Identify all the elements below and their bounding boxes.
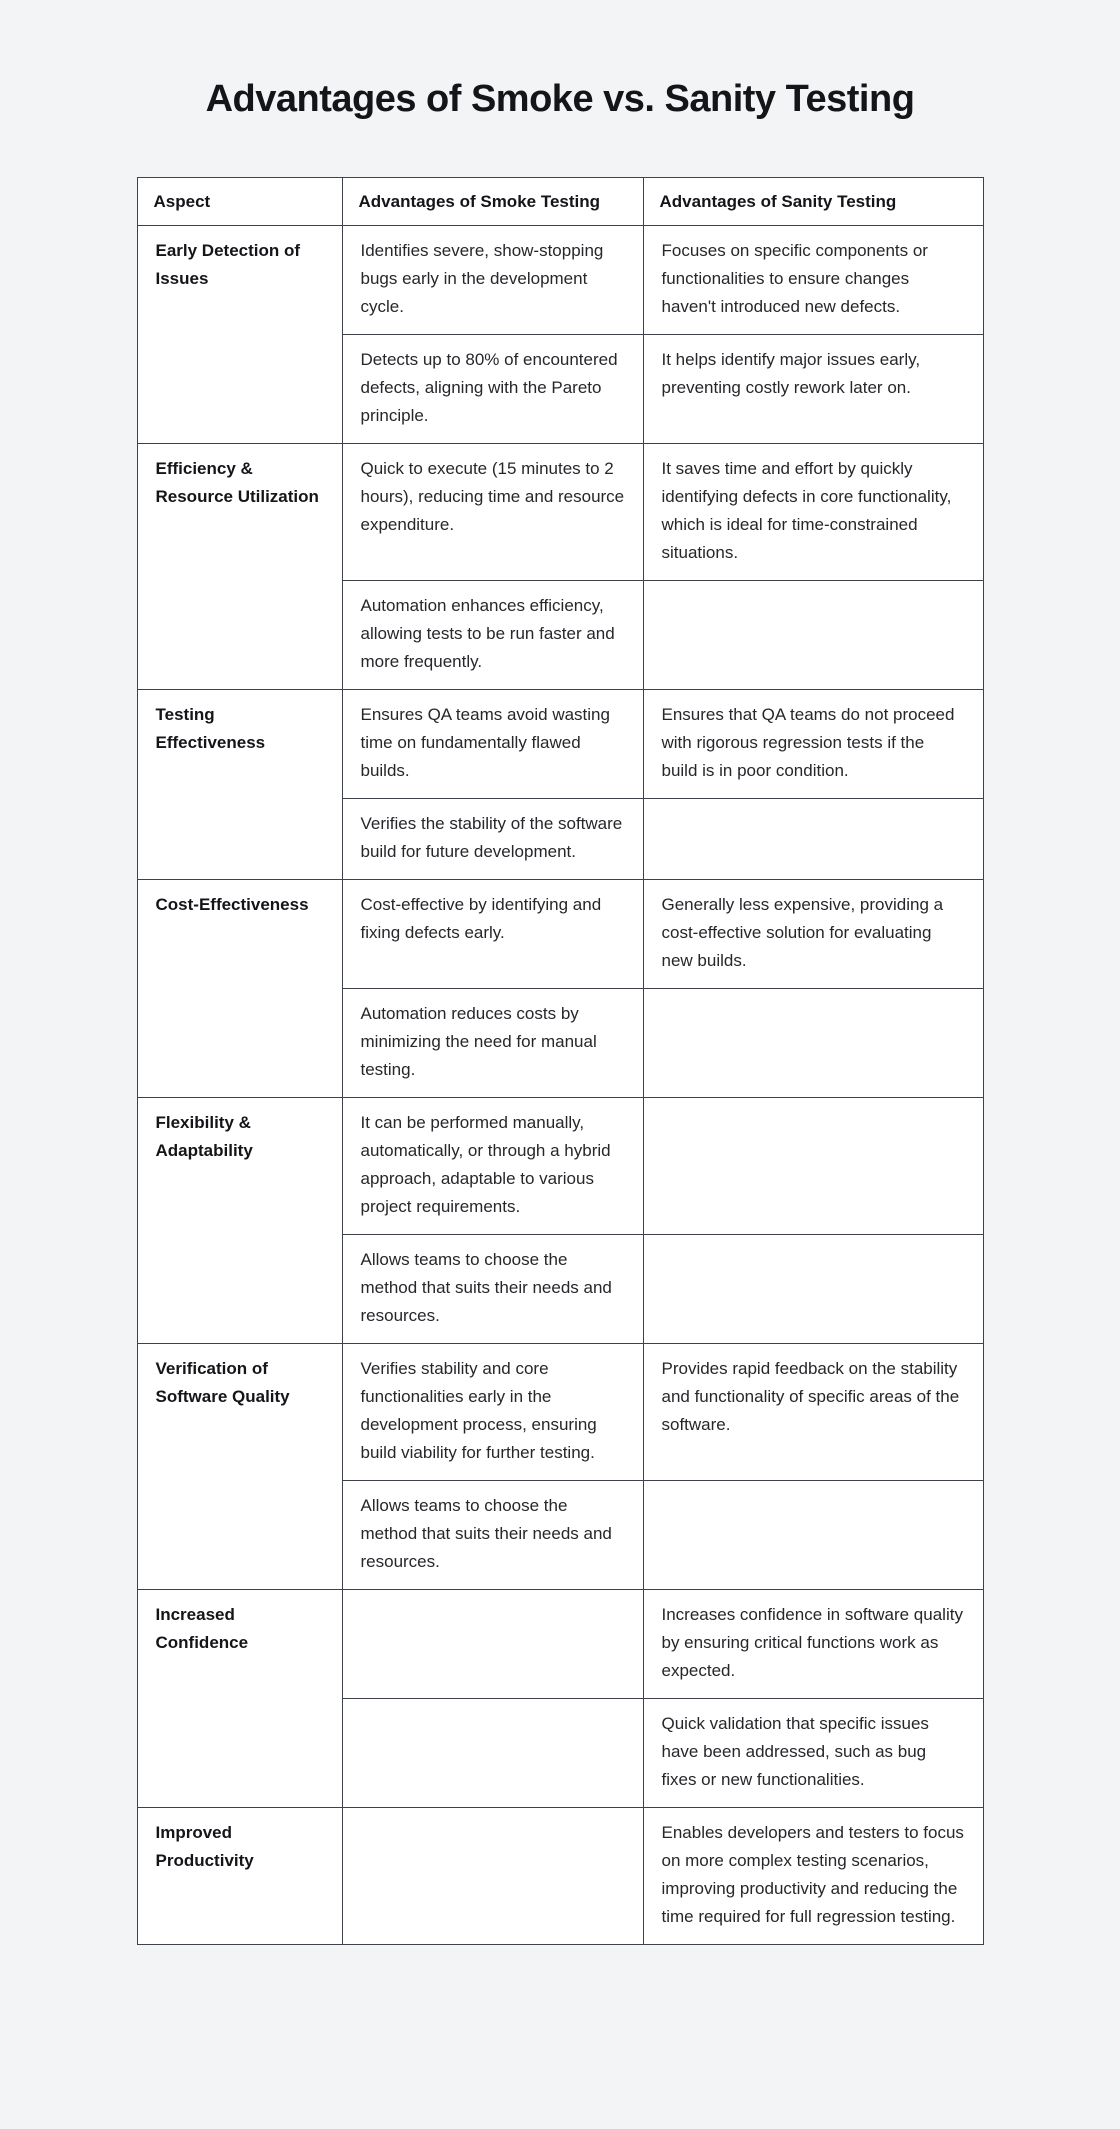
sanity-cell xyxy=(643,799,983,880)
aspect-cell-increased-confidence: Increased Confidence xyxy=(137,1590,342,1808)
sanity-cell: Increases confidence in software quality by ensuring critical functions work as expected. xyxy=(643,1590,983,1699)
smoke-cell: Quick to execute (15 minutes to 2 hours), reducing time and resource expenditure. xyxy=(342,444,643,581)
sanity-cell xyxy=(643,1098,983,1235)
sanity-cell xyxy=(643,1235,983,1344)
sanity-cell xyxy=(643,1481,983,1590)
sanity-cell xyxy=(643,581,983,690)
table-row xyxy=(137,444,983,581)
smoke-cell: Automation enhances efficiency, allowing tests to be run faster and more frequently. xyxy=(342,581,643,690)
smoke-cell: Allows teams to choose the method that suits their needs and resources. xyxy=(342,1481,643,1590)
header-sanity: Advantages of Sanity Testing xyxy=(643,178,983,226)
smoke-cell: Cost-effective by identifying and fixing defects early. xyxy=(342,880,643,989)
smoke-cell: Verifies stability and core functionalities early in the development process, ensuring build viability for further testing. xyxy=(342,1344,643,1481)
header-row xyxy=(137,178,983,226)
table-row xyxy=(137,880,983,989)
table-row xyxy=(137,1808,983,1945)
smoke-cell xyxy=(342,1808,643,1945)
smoke-cell xyxy=(342,1699,643,1808)
aspect-cell-improved-productivity: Improved Productivity xyxy=(137,1808,342,1945)
smoke-cell: Identifies severe, show-stopping bugs early in the development cycle. xyxy=(342,226,643,335)
sanity-cell: Provides rapid feedback on the stability and functionality of specific areas of the software. xyxy=(643,1344,983,1481)
sanity-cell: Quick validation that specific issues have been addressed, such as bug fixes or new functionalities. xyxy=(643,1699,983,1808)
aspect-cell-flexibility: Flexibility & Adaptability xyxy=(137,1098,342,1344)
smoke-cell: It can be performed manually, automatically, or through a hybrid approach, adaptable to various project requirements. xyxy=(342,1098,643,1235)
aspect-cell-early-detection: Early Detection of Issues xyxy=(137,226,342,444)
table-row xyxy=(137,1098,983,1235)
smoke-cell: Ensures QA teams avoid wasting time on fundamentally flawed builds. xyxy=(342,690,643,799)
table-row xyxy=(137,1590,983,1699)
smoke-cell: Verifies the stability of the software build for future development. xyxy=(342,799,643,880)
page-title: Advantages of Smoke vs. Sanity Testing xyxy=(205,78,915,120)
header-smoke: Advantages of Smoke Testing xyxy=(342,178,643,226)
sanity-cell: Generally less expensive, providing a cost-effective solution for evaluating new builds. xyxy=(643,880,983,989)
aspect-cell-efficiency: Efficiency & Resource Utilization xyxy=(137,444,342,690)
smoke-cell: Automation reduces costs by minimizing the need for manual testing. xyxy=(342,989,643,1098)
aspect-cell-cost-effectiveness: Cost-Effectiveness xyxy=(137,880,342,1098)
smoke-cell xyxy=(342,1590,643,1699)
table-header xyxy=(137,178,983,226)
table-row xyxy=(137,226,983,335)
sanity-cell: Enables developers and testers to focus on more complex testing scenarios, improving productivity and reducing the time required for full regression testing. xyxy=(643,1808,983,1945)
table-row xyxy=(137,690,983,799)
sanity-cell: Focuses on specific components or functionalities to ensure changes haven't introduced new defects. xyxy=(643,226,983,335)
header-aspect: Aspect xyxy=(137,178,342,226)
smoke-cell: Detects up to 80% of encountered defects, aligning with the Pareto principle. xyxy=(342,335,643,444)
aspect-cell-testing-effectiveness: Testing Effectiveness xyxy=(137,690,342,880)
comparison-table xyxy=(137,177,984,1945)
smoke-cell: Allows teams to choose the method that suits their needs and resources. xyxy=(342,1235,643,1344)
sanity-cell: Ensures that QA teams do not proceed with rigorous regression tests if the build is in poor condition. xyxy=(643,690,983,799)
sanity-cell: It helps identify major issues early, preventing costly rework later on. xyxy=(643,335,983,444)
sanity-cell: It saves time and effort by quickly identifying defects in core functionality, which is ideal for time-constrained situations. xyxy=(643,444,983,581)
table-row xyxy=(137,1344,983,1481)
aspect-cell-verification: Verification of Software Quality xyxy=(137,1344,342,1590)
sanity-cell xyxy=(643,989,983,1098)
